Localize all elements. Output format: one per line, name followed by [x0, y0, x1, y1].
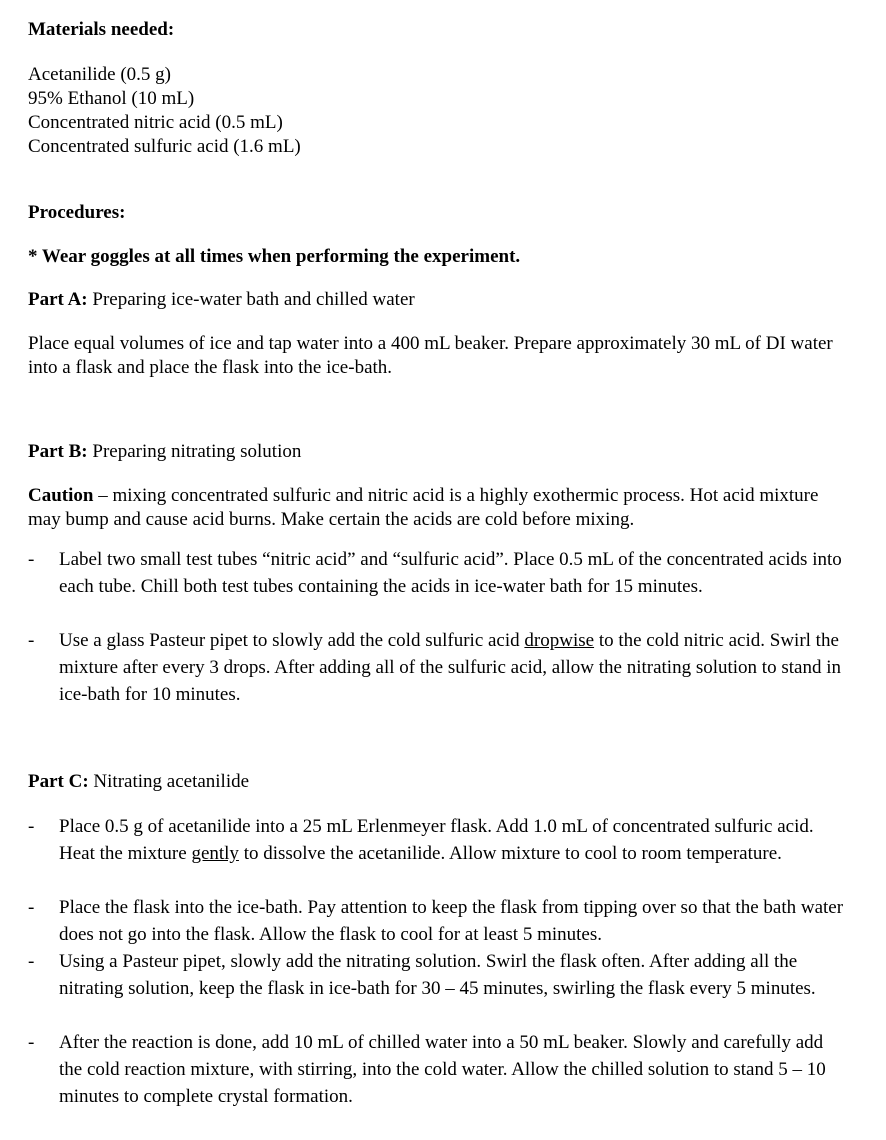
bullet-text [59, 627, 849, 708]
material-item: Concentrated sulfuric acid (1.6 mL) [28, 136, 301, 157]
underlined-word: gently [191, 843, 239, 864]
bullet-text-part: Use a glass Pasteur pipet to slowly add the cold sulfuric acid [59, 630, 525, 651]
bullet-text [59, 546, 849, 600]
underlined-word: dropwise [524, 630, 595, 651]
material-item: 95% Ethanol (10 mL) [28, 88, 195, 109]
bullet-dash: - [28, 951, 35, 972]
bullet-text [59, 894, 849, 948]
caution-label: Caution [28, 485, 94, 506]
materials-list [28, 63, 846, 159]
bullet-text [59, 948, 849, 1002]
part-c-label: Part C: [28, 771, 89, 792]
bullet-text-part: Place the flask into the ice-bath. Pay attention to keep the flask from tipping over so that the bath water does not go into the flask. Allow the flask to cool for at least 5 minutes. [59, 897, 844, 945]
material-item: Acetanilide (0.5 g) [28, 64, 171, 85]
bullet-dash: - [28, 816, 35, 837]
bullet-text [59, 1029, 849, 1110]
material-item: Concentrated nitric acid (0.5 mL) [28, 112, 283, 133]
bullet-dash: - [28, 897, 35, 918]
bullet-text-part: to the cold nitric acid. Swirl the mixture after every 3 drops. After adding all of the sulfuric acid, allow the nitrating solution to stand in ice-bath for 10 minutes. [59, 630, 841, 705]
part-a-label: Part A: [28, 289, 88, 310]
caution-paragraph [28, 484, 846, 532]
part-b-heading [28, 440, 846, 464]
bullet-text-part: After the reaction is done, add 10 mL of chilled water into a 50 mL beaker. Slowly and carefully add the cold reaction mixture, with stirring, into the cold water. Allow the chilled solution to stand 5 – 10 minutes to complete crystal formation. [59, 1032, 826, 1107]
bullet-text [59, 813, 849, 867]
safety-warning: * Wear goggles at all times when performing the experiment. [28, 246, 521, 267]
bullet-text-part: Label two small test tubes “nitric acid” and “sulfuric acid”. Place 0.5 mL of the concentrated acids into each tube. Chill both test tubes containing the acids in ice-water bath for 15 minutes. [59, 549, 842, 597]
bullet-text-part: Place 0.5 g of acetanilide into a 25 mL Erlenmeyer flask. Add 1.0 mL of concentrated sulfuric acid. Heat the mixture [59, 816, 814, 864]
bullet-text-part: Using a Pasteur pipet, slowly add the nitrating solution. Swirl the flask often. After adding all the nitrating solution, keep the flask in ice-bath for 30 – 45 minutes, swirling the flask every 5 minutes. [59, 951, 816, 999]
part-b-label: Part B: [28, 441, 88, 462]
bullet-text-part: to dissolve the acetanilide. Allow mixture to cool to room temperature. [238, 843, 782, 864]
bullet-dash: - [28, 549, 35, 570]
part-a-body: Place equal volumes of ice and tap water into a 400 mL beaker. Prepare approximately 30 mL of DI water into a flask and place the flask into the ice-bath. [28, 333, 833, 378]
part-b-title: Preparing nitrating solution [87, 441, 302, 462]
procedures-heading: Procedures: [28, 202, 126, 223]
part-a-title: Preparing ice-water bath and chilled water [87, 289, 415, 310]
materials-heading: Materials needed: [28, 19, 175, 40]
part-a-heading [28, 288, 846, 312]
bullet-dash: - [28, 1032, 35, 1053]
bullet-dash: - [28, 630, 35, 651]
caution-text: – mixing concentrated sulfuric and nitric acid is a highly exothermic process. Hot acid mixture may bump and cause acid burns. Make certain the acids are cold before mixing. [28, 485, 819, 530]
part-c-heading [28, 770, 846, 794]
part-c-title: Nitrating acetanilide [88, 771, 250, 792]
